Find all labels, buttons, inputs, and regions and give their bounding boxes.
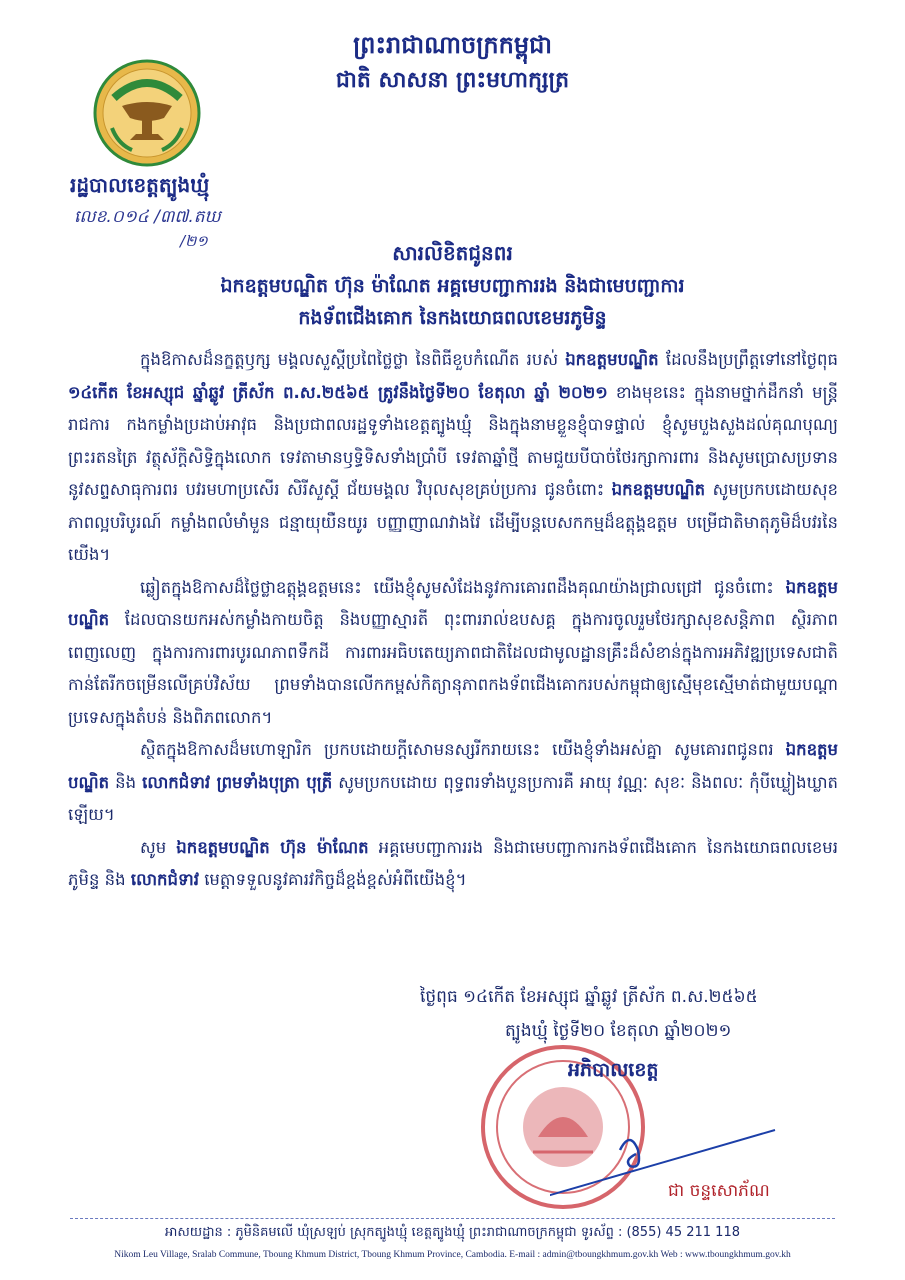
footer-address-english: Nikom Leu Village, Sralab Commune, Tboung Khmum District, Tboung Khmum Province, Cambodia. E-mail : admin@tboungkhmum.gov.kh Web : www.tboungkhmum.gov.kh [114, 1250, 791, 1260]
text-segment: សូមប្រកបដោយ ពុទ្ធពរទាំងបួនប្រការគឺ អាយុ វណ្ណៈ សុខៈ និងពលៈ កុំបីឃ្លៀងឃ្លាតឡើយ។ [68, 772, 839, 824]
national-motto: ជាតិ សាសនា ព្រះមហាក្សត្រ [335, 68, 570, 93]
birthday-date: ១៤កើត ខែអស្សុជ ឆ្នាំឆ្លូវ ត្រីស័ក ព.ស.២៥៦៥ ត្រូវនឹងថ្ងៃទី២០ ខែតុលា ឆ្នាំ ២០២១ [68, 382, 608, 402]
honorific: ឯកឧត្តមបណ្ឌិត [68, 577, 838, 629]
text-segment: មេត្តាទទួលនូវគារវកិច្ចដ៏ខ្ពង់ខ្ពស់អំពីយើងខ្ញុំ។ [198, 870, 467, 889]
text-segment: និង [109, 772, 143, 792]
kingdom-title: ព្រះរាជាណាចក្រកម្ពុជា [353, 31, 552, 59]
text-segment: ខាងមុខនេះ ក្នុងនាមថ្នាក់ដឹកនាំ មន្ត្រីរាជការ កងកម្លាំងប្រដាប់អាវុធ និងប្រជាពលរដ្ឋទូទាំងខេត្តត្បូងឃ្មុំ និងក្នុងនាមខ្លួនខ្ញុំបាទផ្ទាល់ ខ្ញុំសូមបួងសួងដល់គុណបុណ្យព្រះរតនត្រៃ វត្ថុស័ក្តិសិទ្ធិក្នុងលោក ទេវតាមានឫទ្ធិទិសទាំងប្រាំបី ទេវតាឆ្នាំថ្មី តាមជួយបីបាច់ថែរក្សាការពារ និងសូមប្រោសប្រទាន នូវសព្ទសាធុការពរ បវរមហាប្រសើរ សិរីសួស្តី ជ័យមង្គល វិបុលសុខគ្រប់ប្រការ ជូនចំពោះ [68, 382, 838, 499]
footer-address-khmer: អាសយដ្ឋាន : ភូមិនិគមលើ ឃុំស្រឡប់ ស្រុកត្បូងឃ្មុំ ខេត្តត្បូងឃ្មុំ ព្រះរាជាណាចក្រកម្ពុជា ទូរស័ព្ទ : (855) 45 211 118 [165, 1225, 740, 1240]
reference-year: /២១ [180, 232, 208, 250]
paragraph-3 [68, 734, 838, 832]
signer-name: ជា ចន្ទសោភ័ណ [668, 1181, 770, 1201]
text-segment: សូម [140, 837, 177, 857]
text-segment: ដែលនឹងប្រព្រឹត្តទៅនៅថ្ងៃពុធ [658, 350, 839, 369]
solar-date: ត្បូងឃ្មុំ ថ្ងៃទី២០ ខែតុលា ឆ្នាំ២០២១ [505, 1021, 732, 1041]
honorific: លោកជំទាវ ព្រមទាំងបុត្រា បុត្រី [142, 772, 333, 792]
reference-number: លេខ.០១៤ /៣៧.តឃ [74, 207, 221, 227]
province-logo [92, 58, 202, 168]
text-segment: ដែលបានយកអស់កម្លាំងកាយចិត្ត និងបញ្ញាស្មារតី ពុះពាររាល់ឧបសគ្គ ក្នុងការចូលរួមថែរក្សាសុខសន្តិភាព ស្ថិរភាពពេញលេញ ក្នុងការការពារបូរណភាពទឹកដី ការពារអធិបតេយ្យភាពជាតិដែលជាមូលដ្ឋានគ្រឹះដ៏សំខាន់ក្នុងការអភិវឌ្ឍប្រទេសជាតិកាន់តែរីកចម្រើនលើគ្រប់វិស័យ ព្រមទាំងបានលើកកម្ពស់កិត្យានុភាពកងទ័ពជើងគោករបស់កម្ពុជាឲ្យស្មើមុខស្មើមាត់ជាមួយបណ្តាប្រទេសក្នុងតំបន់ និងពិភពលោក។ [68, 610, 838, 727]
lunar-date: ថ្ងៃពុធ ១៤កើត ខែអស្សុជ ឆ្នាំឆ្លូវ ត្រីស័ក ព.ស.២៥៦៥ [420, 987, 758, 1007]
text-segment: អគ្គមេបញ្ជាការរង និងជាមេបញ្ជាការកងទ័ពជើងគោក នៃកងយោធពលខេមរភូមិន្ទ និង [68, 837, 838, 889]
paragraph-4 [68, 832, 838, 897]
honorific: ឯកឧត្តមបណ្ឌិត [611, 480, 706, 499]
recipient-line-2: កងទ័ពជើងគោក នៃកងយោធពលខេមរភូមិន្ទ [298, 307, 607, 329]
paragraph-2 [68, 572, 838, 735]
recipient-line-1: ឯកឧត្តមបណ្ឌិត ហ៊ុន ម៉ាណែត អគ្គមេបញ្ជាការរង និងជាមេបញ្ជាការ [220, 275, 685, 297]
letter-title: សារលិខិតជូនពរ [392, 241, 513, 265]
honorific: លោកជំទាវ [130, 870, 199, 889]
text-segment: ស្ថិតក្នុងឱកាសដ៏មហោឡារិក ប្រកបដោយក្តីសោមនស្សរីករាយនេះ យើងខ្ញុំទាំងអស់គ្នា សូមគោរពជូនពរ [140, 740, 786, 759]
governor-title: អភិបាលខេត្ត [568, 1059, 659, 1081]
text-segment: ក្នុងឱកាសដ៏នក្ខត្តឫក្ស មង្គលសួស្តីប្រពៃថ្លៃថ្លា នៃពិធីខួបកំណើត របស់ [140, 350, 566, 369]
administration-name: រដ្ឋបាលខេត្តត្បូងឃ្មុំ [70, 173, 210, 197]
honorific: ឯកឧត្តមបណ្ឌិត ហ៊ុន ម៉ាណែត [176, 837, 369, 857]
text-segment: ឆ្លៀតក្នុងឱកាសដ៏ថ្លៃថ្លាឧត្តុង្គឧត្តមនេះ យើងខ្ញុំសូមសំដែងនូវការគោរពដឹងគុណយ៉ាងជ្រាលជ្រៅ ជូនចំពោះ [140, 577, 786, 597]
text-segment: សូមប្រកបដោយសុខភាពល្អបរិបូរណ៍ កម្លាំងពលំមាំមួន ជន្មាយុយឺនយូរ បញ្ញាញាណវាងវៃ ដើម្បីបន្តបេសកកម្មដ៏ឧត្តុង្គឧត្តម បម្រើជាតិមាតុភូមិដ៏បវរនៃយើង។ [68, 480, 839, 564]
footer-divider [70, 1218, 835, 1219]
honorific: ឯកឧត្តមបណ្ឌិត [565, 350, 659, 369]
paragraph-1 [68, 344, 838, 572]
honorific: ឯកឧត្តមបណ្ឌិត [68, 740, 838, 792]
letter-body [68, 344, 838, 897]
